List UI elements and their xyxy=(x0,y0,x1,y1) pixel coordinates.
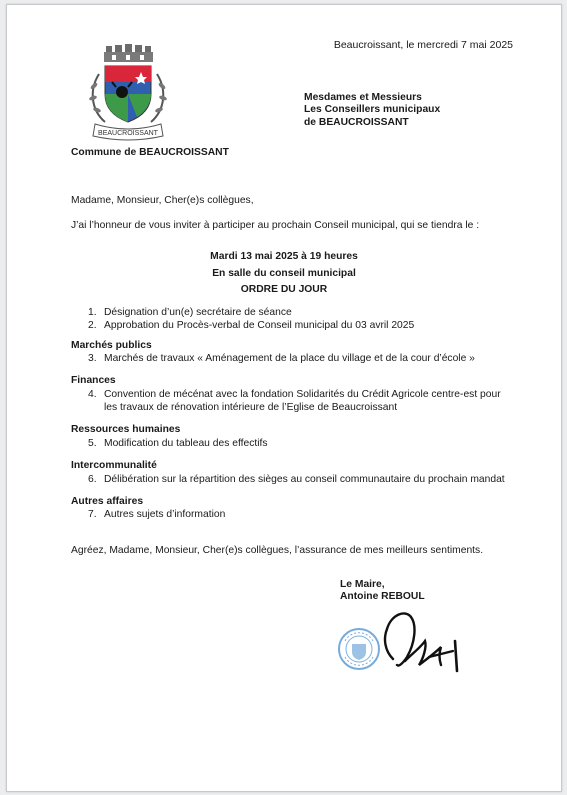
agenda-item xyxy=(88,353,475,366)
meeting-datetime: Mardi 13 mai 2025 à 19 heures xyxy=(210,251,358,262)
logo-banner-text: BEAUCROISSANT xyxy=(98,130,158,137)
recipient-block xyxy=(304,92,440,129)
section-heading: Finances xyxy=(71,375,116,386)
agenda-item-text: Approbation du Procès-verbal de Conseil municipal du 03 avril 2025 xyxy=(104,320,415,331)
recipient-line: Les Conseillers municipaux xyxy=(304,104,441,116)
agenda-item xyxy=(88,474,505,487)
agenda-item-number: 1. xyxy=(88,307,97,318)
agenda-item-number: 6. xyxy=(88,474,97,485)
closing-formula: Agréez, Madame, Monsieur, Cher(e)s collègues, l’assurance de mes meilleurs sentiments. xyxy=(71,545,484,556)
document-page xyxy=(6,4,562,792)
agenda-item xyxy=(88,389,501,413)
agenda-item xyxy=(88,307,292,320)
intro-paragraph: J’ai l’honneur de vous inviter à participer au prochain Conseil municipal, qui se tiendra le : xyxy=(71,220,480,231)
agenda-item-line: les travaux de rénovation intérieure de l’Eglise de Beaucroissant xyxy=(104,401,398,413)
section-heading: Ressources humaines xyxy=(71,424,181,435)
agenda-item xyxy=(88,438,268,451)
agenda-item-text xyxy=(104,389,501,414)
agenda-title: ORDRE DU JOUR xyxy=(240,284,328,295)
agenda-item-number: 4. xyxy=(88,389,97,400)
agenda-item-number: 5. xyxy=(88,438,97,449)
agenda-item-text: Modification du tableau des effectifs xyxy=(104,438,268,449)
agenda-item-number: 7. xyxy=(88,509,97,520)
agenda-item-number: 3. xyxy=(88,353,97,364)
agenda-item-line: Convention de mécénat avec la fondation Solidarités du Crédit Agricole centre-est pour xyxy=(104,389,501,400)
signer-name: Antoine REBOUL xyxy=(340,591,425,603)
meeting-place: En salle du conseil municipal xyxy=(212,268,356,279)
agenda-item xyxy=(88,509,226,522)
section-heading: Intercommunalité xyxy=(71,460,157,471)
agenda-item-text: Délibération sur la répartition des sièges au conseil communautaire du prochain mandat xyxy=(104,474,505,485)
agenda-item-text: Désignation d’un(e) secrétaire de séance xyxy=(104,307,292,318)
date-line: Beaucroissant, le mercredi 7 mai 2025 xyxy=(333,39,513,51)
section-heading: Autres affaires xyxy=(71,496,144,507)
agenda-item xyxy=(88,320,415,333)
handwritten-signature xyxy=(371,601,467,675)
salutation: Madame, Monsieur, Cher(e)s collègues, xyxy=(71,195,254,206)
recipient-line: Mesdames et Messieurs xyxy=(304,92,422,103)
agenda-item-number: 2. xyxy=(88,320,97,331)
recipient-line: de BEAUCROISSANT xyxy=(304,116,409,128)
agenda-item-text: Autres sujets d’information xyxy=(104,509,226,520)
coat-of-arms-icon xyxy=(81,42,175,142)
signer-title: Le Maire, xyxy=(340,579,385,590)
agenda-item-text: Marchés de travaux « Aménagement de la place du village et de la cour d’école » xyxy=(104,353,475,364)
section-heading: Marchés publics xyxy=(71,340,152,351)
commune-name: Commune de BEAUCROISSANT xyxy=(71,147,229,158)
